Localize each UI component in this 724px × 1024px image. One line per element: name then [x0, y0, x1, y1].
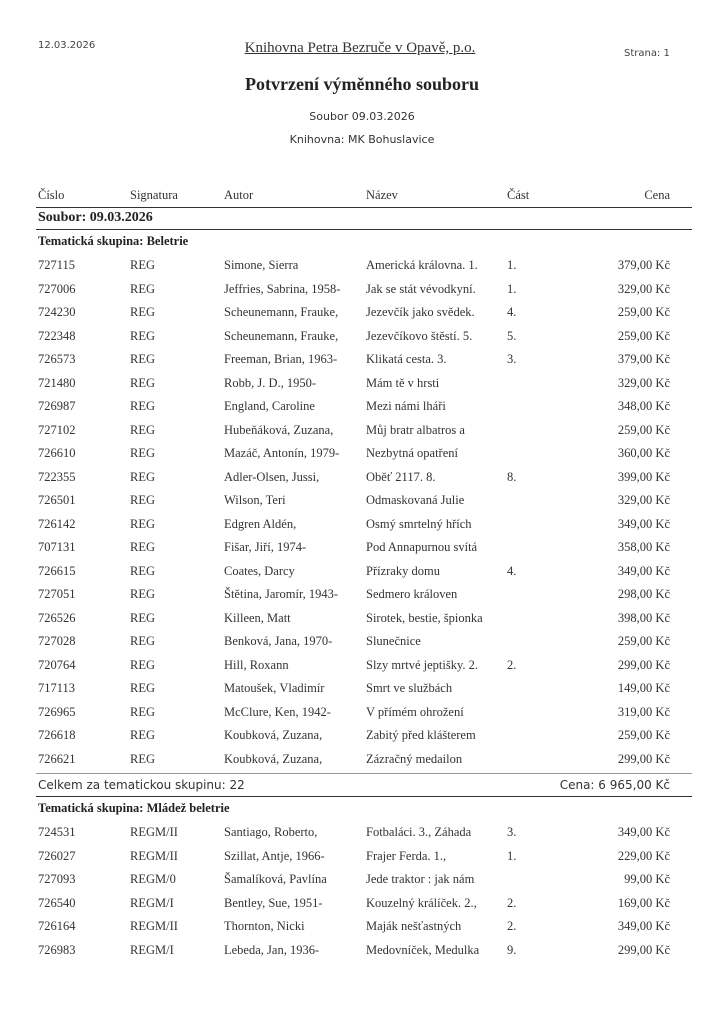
cell-cislo: 724230 [38, 305, 76, 319]
cell-autor: Lebeda, Jan, 1936- [224, 942, 320, 957]
cell-cena: 229,00 Kč [617, 848, 670, 863]
cell-signatura: REG [130, 704, 155, 719]
cell-autor: Bentley, Sue, 1951- [224, 895, 323, 910]
table-row [0, 919, 724, 939]
cell-cena: 319,00 Kč [617, 704, 670, 719]
table-row [0, 611, 724, 631]
column-header-cena: Cena [644, 188, 670, 202]
cell-cislo: 726573 [38, 352, 76, 366]
page-number: Strana: 1 [624, 48, 670, 59]
cell-cislo: 726540 [38, 895, 76, 910]
cell-cislo: 717113 [38, 681, 76, 695]
cell-cena: 259,00 Kč [617, 728, 670, 742]
cell-signatura: REG [130, 352, 155, 366]
cell-autor: Coates, Darcy [224, 563, 295, 578]
cell-nazev: Pod Annapurnou svítá [366, 540, 478, 554]
cell-cislo: 726965 [38, 704, 76, 719]
table-row [0, 423, 724, 443]
cell-autor: Fišar, Jiří, 1974- [224, 540, 307, 554]
cell-cena: 298,00 Kč [617, 587, 670, 601]
cell-nazev: Můj bratr albatros a [366, 422, 465, 437]
table-row [0, 587, 724, 607]
table-row [0, 564, 724, 584]
cell-cast: 2. [507, 657, 517, 672]
cell-nazev: Odmaskovaná Julie [366, 493, 465, 507]
cell-cislo: 721480 [38, 375, 76, 390]
cell-nazev: Jede traktor : jak nám [366, 872, 475, 886]
table-row [0, 896, 724, 916]
soubor-rule [36, 229, 692, 230]
cell-cena: 348,00 Kč [617, 399, 670, 413]
table-row [0, 849, 724, 869]
cell-cast: 1. [507, 281, 517, 296]
cell-nazev: Americká královna. 1. [366, 258, 478, 272]
cell-autor: Santiago, Roberto, [224, 825, 318, 839]
cell-signatura: REG [130, 540, 155, 554]
cell-nazev: Smrt ve službách [366, 681, 453, 695]
table-row [0, 752, 724, 772]
cell-signatura: REGM/0 [130, 872, 176, 886]
cell-autor: Edgren Aldén, [224, 516, 297, 531]
table-row [0, 470, 724, 490]
column-header-nazev: Název [366, 188, 398, 202]
cell-nazev: Jezevčíkovo štěstí. 5. [366, 328, 473, 343]
table-row [0, 705, 724, 725]
group-total-rule-bottom [36, 796, 692, 797]
table-row [0, 540, 724, 560]
cell-autor: Šamalíková, Pavlína [224, 872, 327, 886]
cell-autor: Wilson, Teri [224, 493, 286, 507]
cell-signatura: REGM/II [130, 825, 178, 839]
organization-name-text: Knihovna Petra Bezruče v Opavě, p.o. [244, 40, 476, 56]
cell-nazev: Slzy mrtvé jeptišky. 2. [366, 657, 479, 672]
cell-nazev: Jak se stát vévodkyní. [366, 281, 476, 296]
cell-nazev: Zázračný medailon [366, 751, 463, 766]
cell-signatura: REG [130, 657, 155, 672]
cell-cast: 1. [507, 848, 517, 863]
cell-cena: 149,00 Kč [617, 681, 670, 695]
cell-autor: Adler-Olsen, Jussi, [224, 469, 320, 484]
cell-autor: Scheunemann, Frauke, [224, 328, 339, 343]
table-row [0, 258, 724, 278]
table-row [0, 728, 724, 748]
cell-cena: 259,00 Kč [617, 305, 670, 319]
cell-autor: Killeen, Matt [224, 610, 291, 625]
cell-cena: 169,00 Kč [617, 895, 670, 910]
group-total-count: Celkem za tematickou skupinu: 22 [38, 778, 245, 792]
cell-signatura: REG [130, 399, 155, 413]
cell-nazev: Frajer Ferda. 1., [366, 848, 447, 863]
cell-autor: Hubeňáková, Zuzana, [224, 422, 334, 437]
cell-cislo: 727006 [38, 281, 76, 296]
cell-signatura: REGM/II [130, 848, 178, 863]
cell-cena: 349,00 Kč [617, 919, 670, 933]
cell-cislo: 727093 [38, 872, 76, 886]
cell-autor: McClure, Ken, 1942- [224, 704, 331, 719]
cell-cislo: 726164 [38, 919, 76, 933]
group-heading: Tematická skupina: Beletrie [38, 234, 189, 248]
cell-cislo: 726615 [38, 563, 76, 578]
cell-nazev: V přímém ohrožení [366, 704, 464, 719]
table-row [0, 872, 724, 892]
document-title: Potvrzení výměnného souboru [245, 74, 479, 94]
column-header-autor: Autor [224, 188, 254, 202]
cell-autor: Jeffries, Sabrina, 1958- [224, 281, 341, 296]
cell-nazev: Maják nešťastných [366, 919, 462, 933]
table-row [0, 634, 724, 654]
cell-signatura: REGM/I [130, 942, 174, 957]
cell-cena: 379,00 Kč [617, 258, 670, 272]
group-total-rule-top [36, 773, 692, 774]
cell-cast: 2. [507, 895, 517, 910]
cell-signatura: REG [130, 563, 155, 578]
cell-autor: Freeman, Brian, 1963- [224, 352, 338, 366]
cell-signatura: REG [130, 493, 155, 507]
cell-cena: 299,00 Kč [617, 657, 670, 672]
cell-cena: 379,00 Kč [617, 352, 670, 366]
cell-signatura: REG [130, 728, 155, 742]
table-row [0, 329, 724, 349]
cell-signatura: REG [130, 375, 155, 390]
cell-autor: Simone, Sierra [224, 258, 299, 272]
cell-cena: 299,00 Kč [617, 942, 670, 957]
column-header-cast: Část [507, 188, 530, 202]
cell-signatura: REGM/I [130, 895, 174, 910]
cell-autor: Robb, J. D., 1950- [224, 375, 317, 390]
table-row [0, 305, 724, 325]
cell-cast: 3. [507, 825, 517, 839]
cell-cast: 2. [507, 919, 517, 933]
cell-cena: 299,00 Kč [617, 751, 670, 766]
column-header-cislo: Číslo [38, 188, 65, 202]
cell-nazev: Sedmero královen [366, 587, 458, 601]
cell-nazev: Zabitý před klášterem [366, 728, 476, 742]
cell-autor: Szillat, Antje, 1966- [224, 848, 325, 863]
cell-signatura: REG [130, 610, 155, 625]
cell-nazev: Fotbaláci. 3., Záhada [366, 825, 472, 839]
table-row [0, 493, 724, 513]
soubor-heading: Soubor: 09.03.2026 [38, 210, 153, 225]
cell-autor: Hill, Roxann [224, 657, 289, 672]
cell-signatura: REG [130, 469, 155, 484]
report-date: 12.03.2026 [38, 40, 96, 51]
organization-name [0, 40, 724, 57]
cell-cast: 3. [507, 352, 517, 366]
cell-signatura: REG [130, 587, 155, 601]
cell-autor: Matoušek, Vladimír [224, 681, 325, 695]
cell-autor: Koubková, Zuzana, [224, 751, 323, 766]
table-row [0, 681, 724, 701]
cell-signatura: REGM/II [130, 919, 178, 933]
cell-cislo: 726621 [38, 751, 76, 766]
cell-nazev: Jezevčík jako svědek. [366, 305, 475, 319]
cell-cena: 329,00 Kč [617, 281, 670, 296]
cell-nazev: Medovníček, Medulka [366, 942, 480, 957]
cell-autor: Benková, Jana, 1970- [224, 634, 333, 648]
cell-autor: Thornton, Nicki [224, 919, 305, 933]
cell-nazev: Nezbytná opatření [366, 446, 458, 460]
cell-cena: 349,00 Kč [617, 563, 670, 578]
cell-cislo: 726983 [38, 942, 76, 957]
cell-cena: 259,00 Kč [617, 422, 670, 437]
cell-cislo: 726142 [38, 516, 76, 531]
cell-cena: 349,00 Kč [617, 516, 670, 531]
table-row [0, 352, 724, 372]
cell-cislo: 726027 [38, 848, 76, 863]
header-rule [36, 207, 692, 208]
cell-cast: 4. [507, 563, 517, 578]
knihovna-subtitle: Knihovna: MK Bohuslavice [289, 133, 435, 146]
cell-autor: Mazáč, Antonín, 1979- [224, 446, 340, 460]
cell-nazev: Mezi námi lháři [366, 399, 446, 413]
cell-signatura: REG [130, 751, 155, 766]
cell-cast: 1. [507, 258, 517, 272]
cell-cislo: 727102 [38, 422, 76, 437]
table-row [0, 825, 724, 845]
table-row [0, 658, 724, 678]
cell-signatura: REG [130, 305, 155, 319]
cell-cislo: 720764 [38, 657, 76, 672]
group-total-price: Cena: 6 965,00 Kč [559, 778, 670, 792]
cell-cislo: 726987 [38, 399, 76, 413]
cell-cast: 4. [507, 305, 517, 319]
cell-cast: 8. [507, 469, 517, 484]
cell-cast: 9. [507, 942, 517, 957]
cell-cislo: 726526 [38, 610, 76, 625]
table-row [0, 446, 724, 466]
cell-cislo: 727028 [38, 634, 76, 648]
cell-nazev: Sirotek, bestie, špionka [366, 610, 483, 625]
cell-cislo: 726501 [38, 493, 76, 507]
soubor-subtitle: Soubor 09.03.2026 [309, 110, 415, 123]
cell-autor: Koubková, Zuzana, [224, 728, 323, 742]
cell-nazev: Přízraky domu [366, 563, 440, 578]
cell-cena: 398,00 Kč [617, 610, 670, 625]
cell-cislo: 727115 [38, 258, 76, 272]
cell-autor: Štětina, Jaromír, 1943- [224, 587, 339, 601]
cell-cena: 329,00 Kč [617, 375, 670, 390]
cell-cislo: 726610 [38, 446, 76, 460]
table-row [0, 282, 724, 302]
cell-signatura: REG [130, 681, 155, 695]
cell-nazev: Kouzelný králíček. 2., [366, 895, 477, 910]
cell-cislo: 726618 [38, 728, 76, 742]
cell-signatura: REG [130, 446, 155, 460]
cell-autor: Scheunemann, Frauke, [224, 305, 339, 319]
table-row [0, 943, 724, 963]
cell-cena: 259,00 Kč [617, 328, 670, 343]
cell-nazev: Klikatá cesta. 3. [366, 352, 447, 366]
cell-nazev: Oběť 2117. 8. [366, 469, 436, 484]
cell-cena: 399,00 Kč [617, 469, 670, 484]
cell-cislo: 707131 [38, 540, 76, 554]
cell-cislo: 724531 [38, 825, 76, 839]
cell-signatura: REG [130, 281, 155, 296]
cell-cena: 259,00 Kč [617, 634, 670, 648]
cell-signatura: REG [130, 258, 155, 272]
cell-cislo: 727051 [38, 587, 76, 601]
cell-autor: England, Caroline [224, 399, 315, 413]
cell-cena: 99,00 Kč [624, 872, 670, 886]
cell-nazev: Mám tě v hrsti [366, 375, 440, 390]
cell-cena: 360,00 Kč [617, 446, 670, 460]
table-row [0, 399, 724, 419]
cell-signatura: REG [130, 516, 155, 531]
cell-nazev: Slunečnice [366, 634, 421, 648]
cell-signatura: REG [130, 328, 155, 343]
cell-cislo: 722348 [38, 328, 76, 343]
table-row [0, 517, 724, 537]
cell-nazev: Osmý smrtelný hřích [366, 516, 472, 531]
cell-cena: 329,00 Kč [617, 493, 670, 507]
cell-cena: 358,00 Kč [617, 540, 670, 554]
cell-cislo: 722355 [38, 469, 76, 484]
cell-signatura: REG [130, 422, 155, 437]
table-row [0, 376, 724, 396]
column-header-signatura: Signatura [130, 188, 178, 202]
cell-cena: 349,00 Kč [617, 825, 670, 839]
group-heading: Tematická skupina: Mládež beletrie [38, 801, 230, 815]
cell-cast: 5. [507, 328, 517, 343]
cell-signatura: REG [130, 634, 155, 648]
